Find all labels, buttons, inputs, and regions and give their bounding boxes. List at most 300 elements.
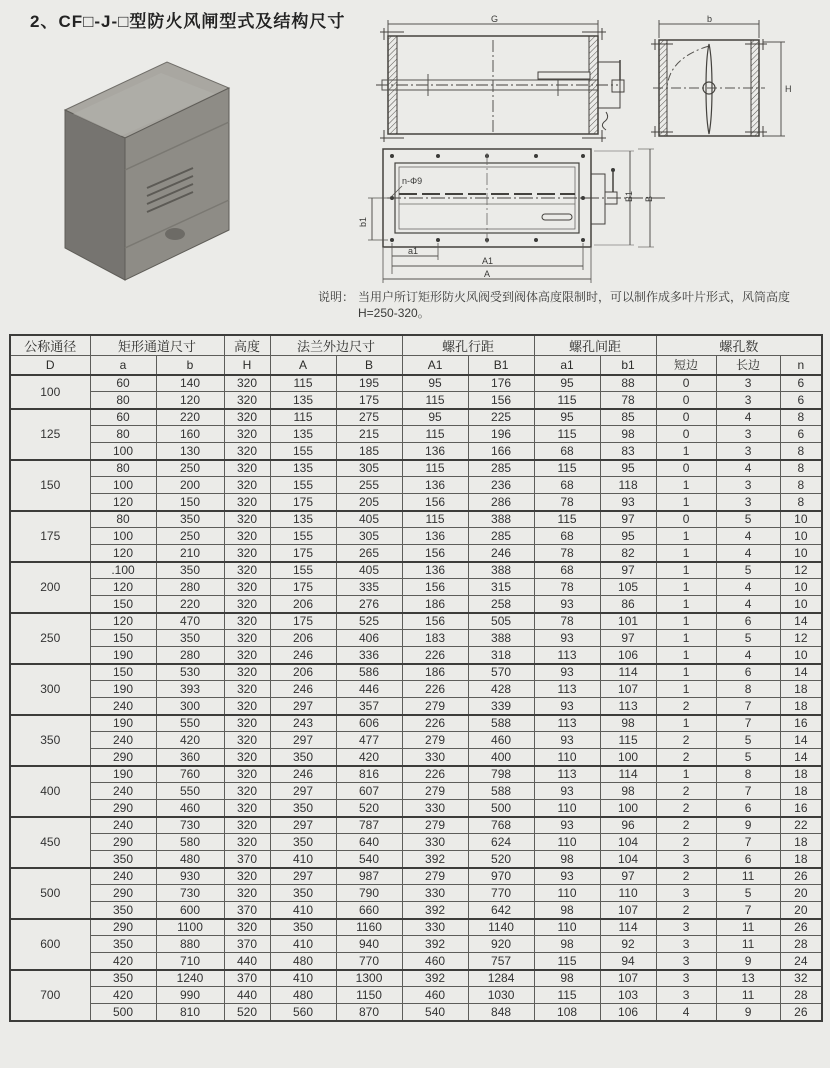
value-cell: 255 [336,477,402,494]
value-cell: 5 [716,732,780,749]
value-cell: 11 [716,868,780,885]
value-cell: 410 [270,851,336,868]
value-cell: 320 [224,715,270,732]
value-cell: 370 [224,936,270,953]
value-cell: 7 [716,715,780,732]
value-cell: 320 [224,647,270,664]
value-cell: 14 [780,732,822,749]
value-cell: 1240 [156,970,224,987]
value-cell: 186 [402,596,468,613]
value-cell: 2 [656,834,716,851]
value-cell: 80 [90,460,156,477]
value-cell: 93 [534,596,600,613]
value-cell: 3 [656,919,716,936]
value-cell: 150 [90,630,156,647]
value-cell: 95 [402,409,468,426]
value-cell: 1100 [156,919,224,936]
value-cell: 106 [600,1004,656,1021]
table-row [10,715,822,732]
value-cell: 4 [716,647,780,664]
diameter-cell: 125 [10,409,90,460]
value-cell: 279 [402,817,468,834]
value-cell: 120 [90,545,156,562]
value-cell: 98 [534,902,600,919]
value-cell: 10 [780,647,822,664]
value-cell: 183 [402,630,468,647]
value-cell: 1 [656,664,716,681]
value-cell: 2 [656,868,716,885]
value-cell: 110 [534,749,600,766]
value-cell: 6 [780,375,822,392]
value-cell: 1 [656,630,716,647]
value-cell: 370 [224,902,270,919]
table-row [10,800,822,817]
value-cell: 108 [534,1004,600,1021]
value-cell: 540 [402,1004,468,1021]
value-cell: 0 [656,392,716,409]
value-cell: 240 [90,698,156,715]
value-cell: 586 [336,664,402,681]
value-cell: 525 [336,613,402,630]
value-cell: 350 [90,902,156,919]
value-cell: 335 [336,579,402,596]
header-B1: B1 [468,356,534,375]
value-cell: 550 [156,783,224,800]
value-cell: 320 [224,817,270,834]
value-cell: 580 [156,834,224,851]
value-cell: 246 [270,647,336,664]
value-cell: 243 [270,715,336,732]
value-cell: 8 [780,460,822,477]
value-cell: 120 [90,494,156,511]
value-cell: 392 [402,936,468,953]
value-cell: 768 [468,817,534,834]
value-cell: 236 [468,477,534,494]
value-cell: 8 [780,477,822,494]
value-cell: 175 [270,579,336,596]
value-cell: 279 [402,698,468,715]
value-cell: 95 [402,375,468,392]
value-cell: 730 [156,885,224,902]
value-cell: 93 [534,868,600,885]
value-cell: 115 [402,392,468,409]
value-cell: 520 [468,851,534,868]
value-cell: 18 [780,698,822,715]
table-row [10,834,822,851]
value-cell: 3 [716,426,780,443]
note [318,289,826,321]
header-b1: b1 [600,356,656,375]
diameter-cell: 100 [10,375,90,409]
value-cell: 320 [224,392,270,409]
value-cell: 315 [468,579,534,596]
value-cell: 78 [600,392,656,409]
value-cell: 4 [716,528,780,545]
table-row [10,698,822,715]
value-cell: 297 [270,698,336,715]
value-cell: 10 [780,511,822,528]
value-cell: 95 [600,528,656,545]
value-cell: 136 [402,477,468,494]
table-row [10,1004,822,1021]
value-cell: 6 [780,392,822,409]
diameter-cell: 250 [10,613,90,664]
value-cell: 320 [224,613,270,630]
diameter-cell: 175 [10,511,90,562]
value-cell: 330 [402,834,468,851]
value-cell: 114 [600,919,656,936]
header-row-groups [10,335,822,356]
value-cell: 790 [336,885,402,902]
table-row [10,902,822,919]
value-cell: 460 [402,953,468,970]
value-cell: 320 [224,443,270,460]
value-cell: 18 [780,851,822,868]
value-cell: 280 [156,647,224,664]
value-cell: 1 [656,494,716,511]
value-cell: 320 [224,630,270,647]
value-cell: 406 [336,630,402,647]
value-cell: 135 [270,511,336,528]
value-cell: 505 [468,613,534,630]
value-cell: 155 [270,477,336,494]
value-cell: 10 [780,579,822,596]
value-cell: 3 [716,494,780,511]
value-cell: 83 [600,443,656,460]
value-cell: 100 [600,749,656,766]
value-cell: 26 [780,919,822,936]
value-cell: 107 [600,681,656,698]
dim-label-a1: a1 [408,246,419,256]
value-cell: 206 [270,630,336,647]
value-cell: 350 [90,936,156,953]
diameter-cell: 450 [10,817,90,868]
value-cell: 880 [156,936,224,953]
value-cell: 297 [270,868,336,885]
value-cell: 3 [656,851,716,868]
value-cell: 18 [780,783,822,800]
header-short-edge: 短边 [656,356,716,375]
value-cell: 336 [336,647,402,664]
value-cell: 320 [224,579,270,596]
value-cell: 320 [224,834,270,851]
value-cell: 730 [156,817,224,834]
diameter-cell: 200 [10,562,90,613]
value-cell: 3 [716,392,780,409]
value-cell: 136 [402,528,468,545]
value-cell: 370 [224,970,270,987]
table-row [10,936,822,953]
value-cell: 320 [224,698,270,715]
value-cell: 1 [656,528,716,545]
value-cell: 393 [156,681,224,698]
value-cell: 305 [336,528,402,545]
value-cell: 320 [224,494,270,511]
value-cell: 11 [716,987,780,1004]
value-cell: 1 [656,579,716,596]
product-photo [55,48,235,284]
value-cell: 206 [270,664,336,681]
value-cell: 113 [534,766,600,783]
value-cell: 1 [656,715,716,732]
value-cell: 28 [780,987,822,1004]
value-cell: 130 [156,443,224,460]
header-hole-row: 螺孔行距 [402,335,534,356]
value-cell: 4 [716,545,780,562]
value-cell: 388 [468,511,534,528]
value-cell: 240 [90,732,156,749]
value-cell: 770 [468,885,534,902]
value-cell: 848 [468,1004,534,1021]
value-cell: 2 [656,800,716,817]
value-cell: 258 [468,596,534,613]
value-cell: 14 [780,613,822,630]
value-cell: 28 [780,936,822,953]
value-cell: 200 [156,477,224,494]
value-cell: 115 [600,732,656,749]
table-row [10,375,822,392]
value-cell: 68 [534,477,600,494]
value-cell: 97 [600,562,656,579]
header-long-edge: 长边 [716,356,780,375]
value-cell: 606 [336,715,402,732]
value-cell: 4 [716,596,780,613]
value-cell: 279 [402,732,468,749]
value-cell: 2 [656,902,716,919]
header-flange: 法兰外边尺寸 [270,335,402,356]
value-cell: 350 [156,630,224,647]
note-label: 说明： [318,290,355,304]
value-cell: 113 [600,698,656,715]
table-row [10,630,822,647]
value-cell: 156 [402,613,468,630]
table-row [10,664,822,681]
value-cell: 240 [90,783,156,800]
diameter-cell: 350 [10,715,90,766]
value-cell: 4 [716,579,780,596]
value-cell: 95 [600,460,656,477]
value-cell: 339 [468,698,534,715]
value-cell: 9 [716,817,780,834]
table-row [10,868,822,885]
value-cell: 350 [90,970,156,987]
value-cell: 318 [468,647,534,664]
value-cell: 297 [270,783,336,800]
value-cell: 9 [716,953,780,970]
table-row [10,613,822,630]
value-cell: 3 [716,477,780,494]
value-cell: 6 [780,426,822,443]
value-cell: 660 [336,902,402,919]
value-cell: 6 [716,664,780,681]
note-text: 当用户所订矩形防火风阀受到阀体高度限制时，可以制作成多叶片形式，风筒高度H=250-320。 [358,290,791,320]
dim-label-B1: B1 [624,190,634,202]
value-cell: 5 [716,562,780,579]
value-cell: 135 [270,392,336,409]
value-cell: 350 [270,800,336,817]
value-cell: 1 [656,766,716,783]
value-cell: 3 [716,375,780,392]
value-cell: 18 [780,834,822,851]
value-cell: 400 [468,749,534,766]
value-cell: 624 [468,834,534,851]
hole-callout: n-Φ9 [402,176,423,186]
value-cell: 477 [336,732,402,749]
value-cell: 388 [468,630,534,647]
value-cell: 107 [600,902,656,919]
value-cell: 3 [656,953,716,970]
value-cell: 320 [224,562,270,579]
value-cell: 710 [156,953,224,970]
value-cell: 279 [402,783,468,800]
header-D: D [10,356,90,375]
value-cell: 115 [534,987,600,1004]
dimension-table [9,334,823,1022]
value-cell: 120 [156,392,224,409]
value-cell: 98 [534,851,600,868]
header-height: 高度 [224,335,270,356]
value-cell: 290 [90,800,156,817]
value-cell: 5 [716,749,780,766]
value-cell: 220 [156,409,224,426]
value-cell: 357 [336,698,402,715]
value-cell: 136 [402,443,468,460]
value-cell: 2 [656,749,716,766]
value-cell: 350 [90,851,156,868]
value-cell: 8 [780,409,822,426]
value-cell: 320 [224,766,270,783]
value-cell: 115 [534,511,600,528]
value-cell: 870 [336,1004,402,1021]
value-cell: 103 [600,987,656,1004]
table-row [10,851,822,868]
value-cell: 98 [534,970,600,987]
value-cell: 1 [656,443,716,460]
value-cell: 100 [90,528,156,545]
value-cell: 150 [156,494,224,511]
value-cell: 4 [716,409,780,426]
header-b: b [156,356,224,375]
diameter-cell: 600 [10,919,90,970]
value-cell: 135 [270,426,336,443]
value-cell: 113 [534,715,600,732]
value-cell: 93 [534,698,600,715]
value-cell: 140 [156,375,224,392]
value-cell: 150 [90,664,156,681]
value-cell: 240 [90,868,156,885]
value-cell: 94 [600,953,656,970]
value-cell: 215 [336,426,402,443]
value-cell: 388 [468,562,534,579]
value-cell: 68 [534,443,600,460]
value-cell: 440 [224,953,270,970]
value-cell: 1 [656,613,716,630]
value-cell: 120 [90,613,156,630]
table-row [10,477,822,494]
value-cell: 12 [780,630,822,647]
header-hole-space: 螺孔间距 [534,335,656,356]
value-cell: 246 [270,681,336,698]
value-cell: 175 [270,494,336,511]
value-cell: 118 [600,477,656,494]
value-cell: 1030 [468,987,534,1004]
value-cell: 787 [336,817,402,834]
value-cell: 8 [716,681,780,698]
value-cell: 560 [270,1004,336,1021]
value-cell: 8 [780,443,822,460]
table-row [10,766,822,783]
table-row [10,460,822,477]
value-cell: 3 [656,970,716,987]
value-cell: 320 [224,681,270,698]
value-cell: 0 [656,426,716,443]
value-cell: 20 [780,902,822,919]
value-cell: 120 [90,579,156,596]
value-cell: 1 [656,477,716,494]
value-cell: 190 [90,681,156,698]
value-cell: 155 [270,528,336,545]
value-cell: 588 [468,715,534,732]
value-cell: 350 [270,834,336,851]
value-cell: 115 [534,392,600,409]
value-cell: 105 [600,579,656,596]
value-cell: 110 [534,919,600,936]
value-cell: 392 [402,902,468,919]
value-cell: 276 [336,596,402,613]
value-cell: 246 [468,545,534,562]
header-duct-size: 矩形通道尺寸 [90,335,224,356]
value-cell: 320 [224,749,270,766]
value-cell: 428 [468,681,534,698]
value-cell: 190 [90,647,156,664]
value-cell: 3 [716,443,780,460]
value-cell: 0 [656,375,716,392]
value-cell: 113 [534,647,600,664]
value-cell: 410 [270,936,336,953]
value-cell: 98 [600,783,656,800]
value-cell: 68 [534,528,600,545]
value-cell: 93 [534,817,600,834]
value-cell: 32 [780,970,822,987]
table-row [10,596,822,613]
value-cell: 810 [156,1004,224,1021]
value-cell: 1150 [336,987,402,1004]
value-cell: 770 [336,953,402,970]
value-cell: 570 [468,664,534,681]
value-cell: 10 [780,596,822,613]
table-row [10,953,822,970]
value-cell: 330 [402,749,468,766]
value-cell: 3 [656,936,716,953]
value-cell: 360 [156,749,224,766]
value-cell: 320 [224,375,270,392]
value-cell: 607 [336,783,402,800]
value-cell: 205 [336,494,402,511]
value-cell: 760 [156,766,224,783]
value-cell: 816 [336,766,402,783]
value-cell: 22 [780,817,822,834]
value-cell: 350 [156,562,224,579]
dim-label-b1: b1 [358,216,368,227]
value-cell: 156 [468,392,534,409]
value-cell: 98 [600,715,656,732]
value-cell: 107 [600,970,656,987]
value-cell: 460 [402,987,468,1004]
value-cell: 104 [600,834,656,851]
value-cell: 110 [534,800,600,817]
value-cell: 1140 [468,919,534,936]
value-cell: 110 [534,885,600,902]
